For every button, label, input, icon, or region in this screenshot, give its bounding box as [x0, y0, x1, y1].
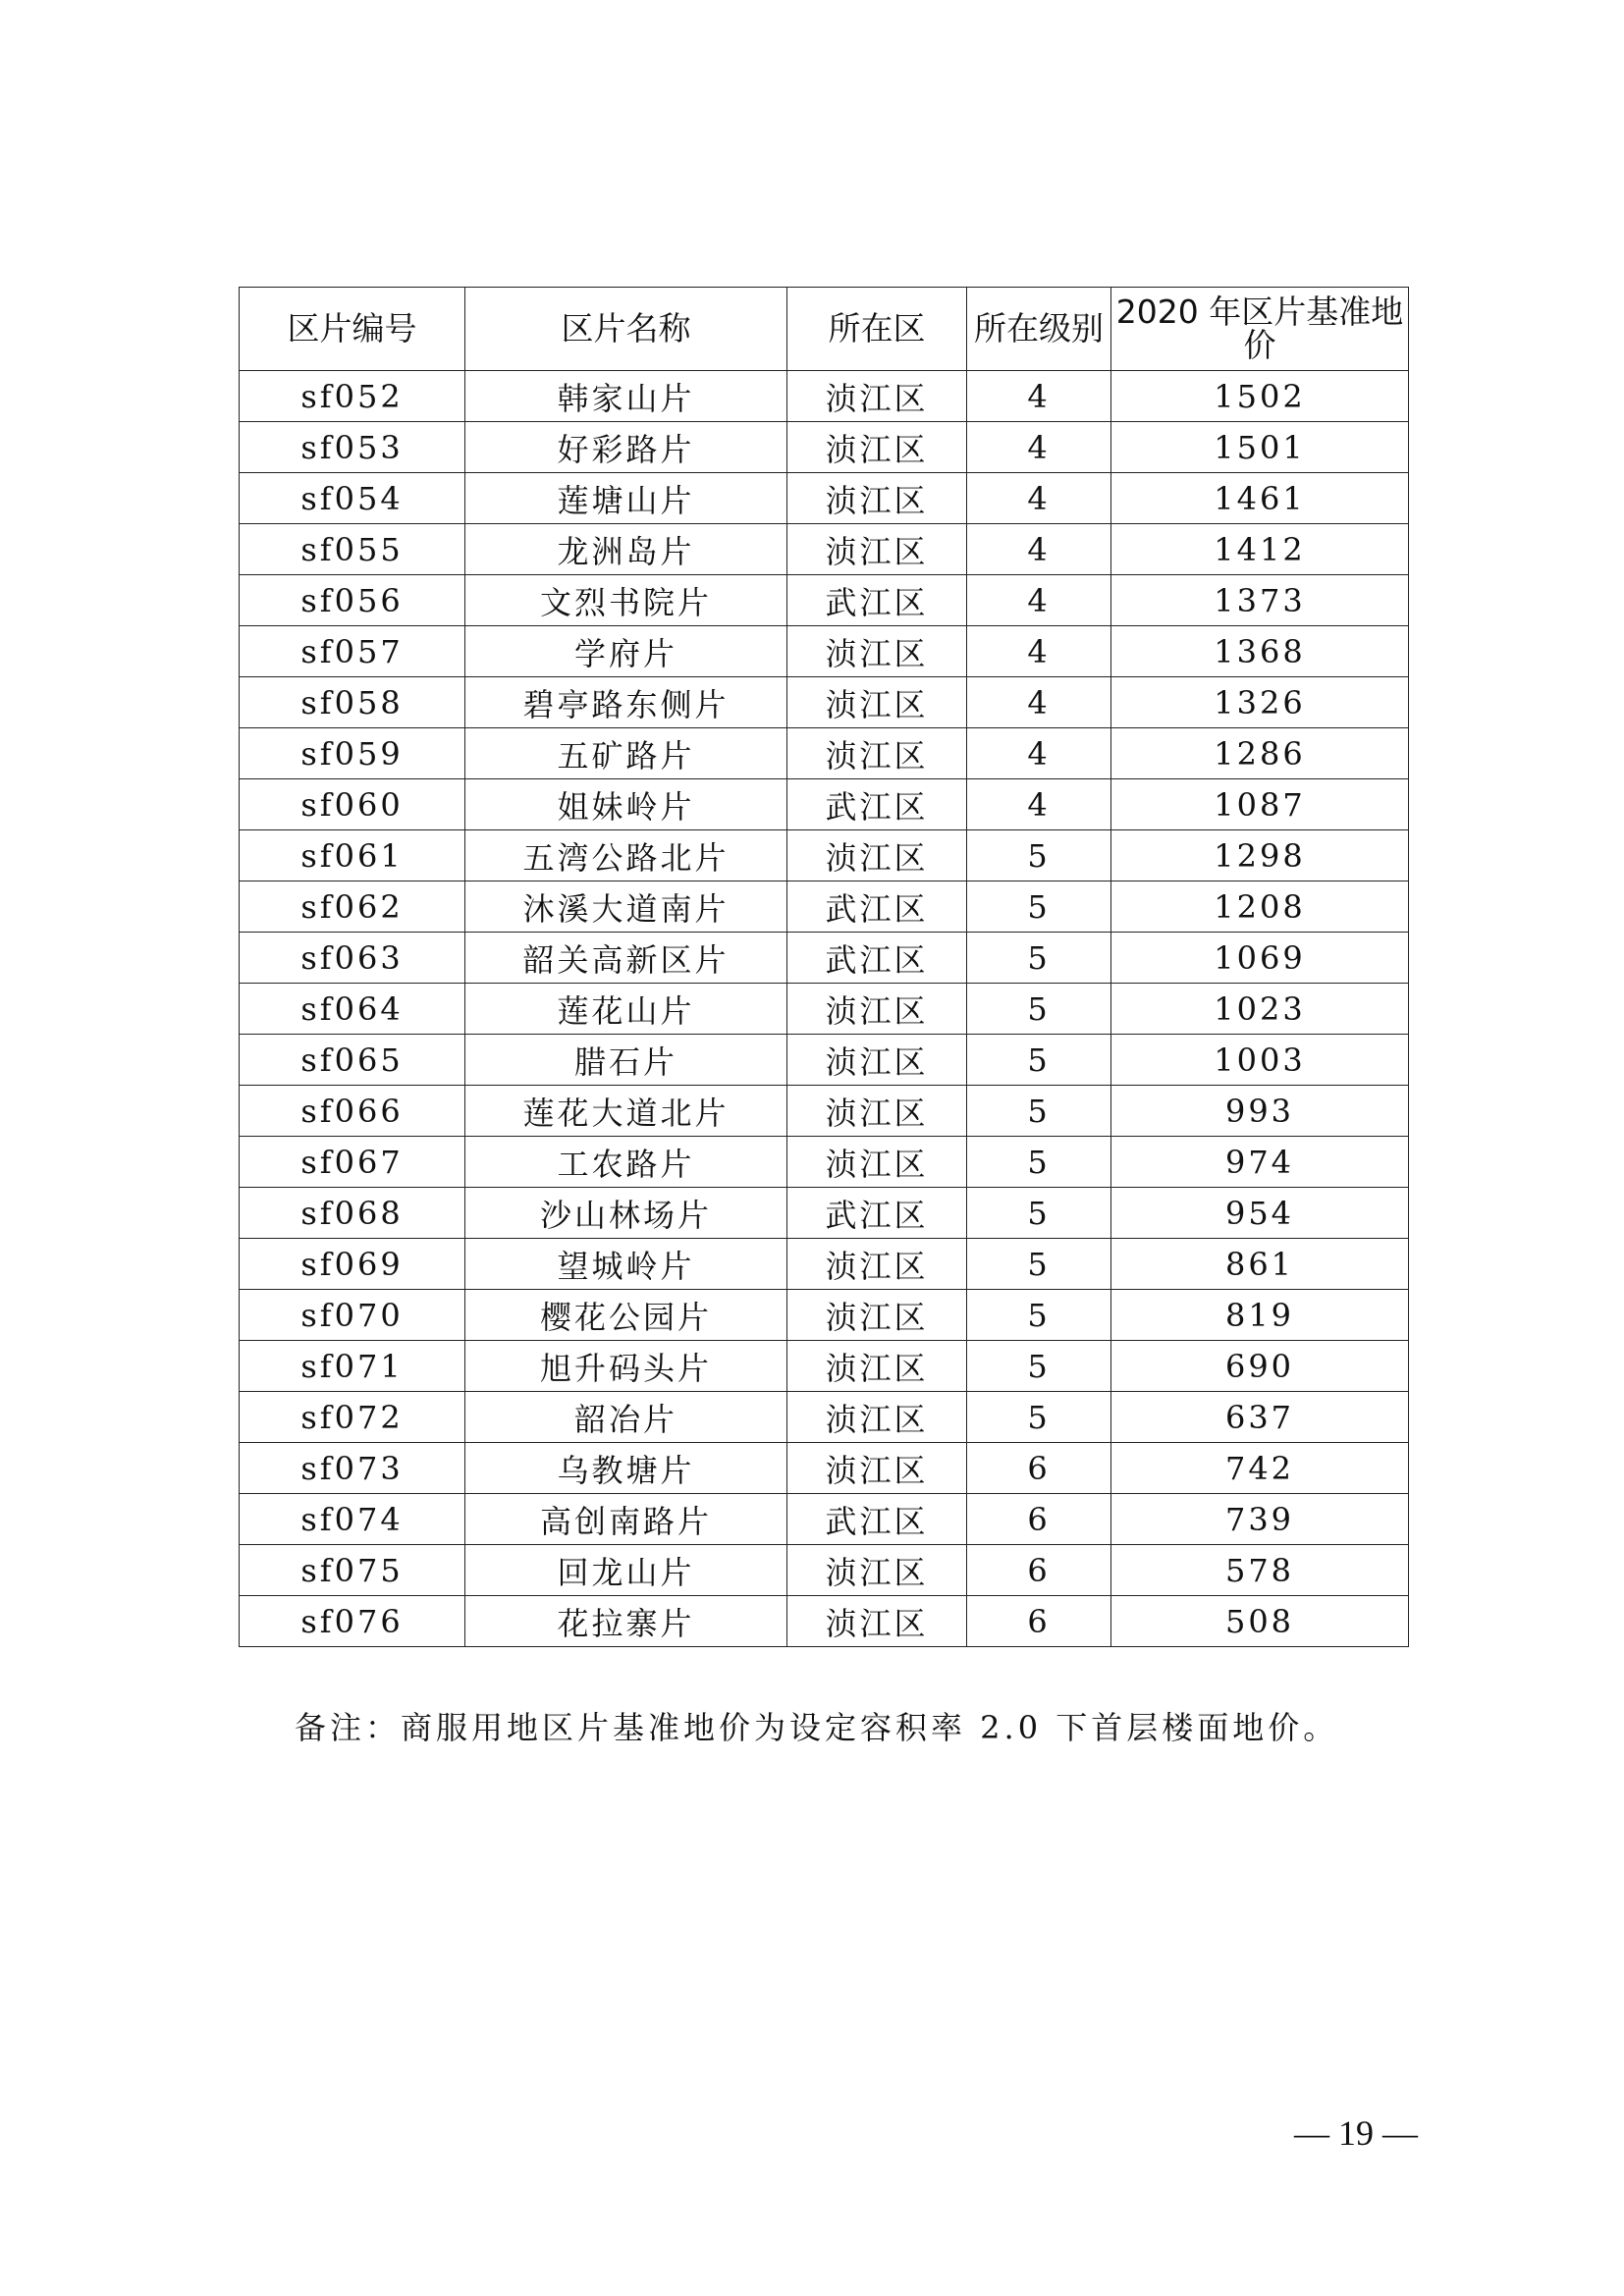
price-table-container: [239, 287, 1408, 1647]
table-body: [240, 371, 1409, 1647]
cell-district: 浈江区: [787, 1443, 967, 1494]
cell-zone-code: sf066: [240, 1086, 465, 1137]
cell-zone-name: 花拉寨片: [465, 1596, 787, 1647]
cell-district: 浈江区: [787, 728, 967, 779]
table-row: [240, 677, 1409, 728]
cell-district: 浈江区: [787, 1086, 967, 1137]
table-row: [240, 626, 1409, 677]
cell-zone-name: 五矿路片: [465, 728, 787, 779]
cell-base-price: 1501: [1111, 422, 1409, 473]
header-district: 所在区: [787, 288, 967, 371]
cell-level: 6: [967, 1443, 1111, 1494]
cell-district: 浈江区: [787, 473, 967, 524]
cell-zone-code: sf076: [240, 1596, 465, 1647]
cell-zone-code: sf073: [240, 1443, 465, 1494]
cell-zone-name: 旭升码头片: [465, 1341, 787, 1392]
cell-district: 浈江区: [787, 984, 967, 1035]
cell-base-price: 1286: [1111, 728, 1409, 779]
cell-zone-code: sf071: [240, 1341, 465, 1392]
cell-base-price: 739: [1111, 1494, 1409, 1545]
cell-level: 5: [967, 1035, 1111, 1086]
cell-zone-code: sf063: [240, 933, 465, 984]
cell-zone-name: 韩家山片: [465, 371, 787, 422]
cell-base-price: 1069: [1111, 933, 1409, 984]
cell-zone-code: sf072: [240, 1392, 465, 1443]
cell-level: 5: [967, 933, 1111, 984]
cell-base-price: 1326: [1111, 677, 1409, 728]
cell-level: 4: [967, 371, 1111, 422]
cell-base-price: 861: [1111, 1239, 1409, 1290]
table-row: [240, 881, 1409, 933]
cell-base-price: 993: [1111, 1086, 1409, 1137]
cell-base-price: 1208: [1111, 881, 1409, 933]
cell-district: 武江区: [787, 575, 967, 626]
cell-zone-code: sf053: [240, 422, 465, 473]
cell-zone-code: sf068: [240, 1188, 465, 1239]
cell-base-price: 1087: [1111, 779, 1409, 830]
cell-zone-name: 莲塘山片: [465, 473, 787, 524]
cell-district: 浈江区: [787, 1545, 967, 1596]
cell-zone-code: sf061: [240, 830, 465, 881]
table-row: [240, 1545, 1409, 1596]
cell-zone-name: 龙洲岛片: [465, 524, 787, 575]
cell-base-price: 1003: [1111, 1035, 1409, 1086]
table-row: [240, 1188, 1409, 1239]
cell-district: 浈江区: [787, 1392, 967, 1443]
cell-district: 浈江区: [787, 1239, 967, 1290]
cell-level: 5: [967, 1392, 1111, 1443]
cell-zone-code: sf058: [240, 677, 465, 728]
cell-district: 武江区: [787, 779, 967, 830]
cell-zone-name: 沐溪大道南片: [465, 881, 787, 933]
cell-base-price: 508: [1111, 1596, 1409, 1647]
table-row: [240, 1596, 1409, 1647]
cell-zone-name: 莲花山片: [465, 984, 787, 1035]
cell-level: 4: [967, 524, 1111, 575]
cell-level: 5: [967, 1290, 1111, 1341]
table-row: [240, 830, 1409, 881]
cell-base-price: 1023: [1111, 984, 1409, 1035]
cell-zone-code: sf064: [240, 984, 465, 1035]
cell-level: 5: [967, 881, 1111, 933]
cell-district: 浈江区: [787, 830, 967, 881]
cell-level: 6: [967, 1494, 1111, 1545]
cell-level: 5: [967, 984, 1111, 1035]
cell-zone-name: 姐妹岭片: [465, 779, 787, 830]
cell-level: 5: [967, 1137, 1111, 1188]
table-row: [240, 1137, 1409, 1188]
cell-zone-code: sf067: [240, 1137, 465, 1188]
cell-base-price: 1298: [1111, 830, 1409, 881]
cell-zone-name: 好彩路片: [465, 422, 787, 473]
table-row: [240, 371, 1409, 422]
cell-zone-name: 莲花大道北片: [465, 1086, 787, 1137]
cell-zone-code: sf054: [240, 473, 465, 524]
table-row: [240, 1239, 1409, 1290]
cell-zone-name: 腊石片: [465, 1035, 787, 1086]
table-row: [240, 728, 1409, 779]
table-row: [240, 984, 1409, 1035]
cell-level: 6: [967, 1545, 1111, 1596]
cell-level: 6: [967, 1596, 1111, 1647]
table-row: [240, 1290, 1409, 1341]
cell-level: 5: [967, 1341, 1111, 1392]
cell-district: 浈江区: [787, 677, 967, 728]
cell-zone-code: sf057: [240, 626, 465, 677]
cell-level: 4: [967, 422, 1111, 473]
cell-zone-name: 工农路片: [465, 1137, 787, 1188]
header-zone-code: 区片编号: [240, 288, 465, 371]
table-header-row: [240, 288, 1409, 371]
cell-zone-code: sf070: [240, 1290, 465, 1341]
cell-zone-name: 韶冶片: [465, 1392, 787, 1443]
table-row: [240, 933, 1409, 984]
cell-district: 浈江区: [787, 1137, 967, 1188]
cell-base-price: 954: [1111, 1188, 1409, 1239]
table-row: [240, 422, 1409, 473]
table-row: [240, 1443, 1409, 1494]
cell-base-price: 690: [1111, 1341, 1409, 1392]
table-row: [240, 1035, 1409, 1086]
page-number: — 19 —: [1294, 2113, 1418, 2153]
cell-zone-name: 文烈书院片: [465, 575, 787, 626]
cell-zone-name: 学府片: [465, 626, 787, 677]
cell-district: 武江区: [787, 933, 967, 984]
cell-zone-code: sf074: [240, 1494, 465, 1545]
cell-zone-name: 望城岭片: [465, 1239, 787, 1290]
land-price-table: [239, 287, 1409, 1647]
cell-base-price: 578: [1111, 1545, 1409, 1596]
table-row: [240, 524, 1409, 575]
table-row: [240, 1341, 1409, 1392]
cell-district: 浈江区: [787, 1596, 967, 1647]
cell-zone-name: 沙山林场片: [465, 1188, 787, 1239]
cell-base-price: 1412: [1111, 524, 1409, 575]
table-row: [240, 779, 1409, 830]
cell-zone-code: sf075: [240, 1545, 465, 1596]
cell-zone-code: sf055: [240, 524, 465, 575]
table-row: [240, 1392, 1409, 1443]
cell-zone-code: sf060: [240, 779, 465, 830]
cell-district: 武江区: [787, 881, 967, 933]
header-base-price: 2020 年区片基准地价: [1111, 288, 1409, 371]
cell-district: 浈江区: [787, 371, 967, 422]
cell-zone-code: sf059: [240, 728, 465, 779]
cell-district: 浈江区: [787, 524, 967, 575]
cell-zone-code: sf065: [240, 1035, 465, 1086]
cell-district: 浈江区: [787, 1341, 967, 1392]
cell-base-price: 1373: [1111, 575, 1409, 626]
cell-level: 5: [967, 1086, 1111, 1137]
header-zone-name: 区片名称: [465, 288, 787, 371]
cell-level: 5: [967, 1188, 1111, 1239]
cell-base-price: 819: [1111, 1290, 1409, 1341]
cell-zone-code: sf062: [240, 881, 465, 933]
cell-base-price: 1368: [1111, 626, 1409, 677]
cell-zone-name: 樱花公园片: [465, 1290, 787, 1341]
cell-zone-name: 五湾公路北片: [465, 830, 787, 881]
cell-level: 5: [967, 1239, 1111, 1290]
footnote: 备注：商服用地区片基准地价为设定容积率 2.0 下首层楼面地价。: [295, 1709, 1339, 1746]
cell-zone-name: 碧亭路东侧片: [465, 677, 787, 728]
table-row: [240, 473, 1409, 524]
cell-level: 4: [967, 728, 1111, 779]
table-row: [240, 575, 1409, 626]
cell-zone-name: 回龙山片: [465, 1545, 787, 1596]
cell-level: 4: [967, 677, 1111, 728]
cell-level: 4: [967, 779, 1111, 830]
header-level: 所在级别: [967, 288, 1111, 371]
cell-district: 武江区: [787, 1494, 967, 1545]
cell-level: 4: [967, 575, 1111, 626]
cell-level: 4: [967, 473, 1111, 524]
cell-district: 浈江区: [787, 1290, 967, 1341]
cell-base-price: 1461: [1111, 473, 1409, 524]
cell-base-price: 742: [1111, 1443, 1409, 1494]
table-row: [240, 1494, 1409, 1545]
cell-level: 5: [967, 830, 1111, 881]
table-row: [240, 1086, 1409, 1137]
cell-zone-name: 韶关高新区片: [465, 933, 787, 984]
cell-base-price: 974: [1111, 1137, 1409, 1188]
cell-base-price: 637: [1111, 1392, 1409, 1443]
cell-zone-code: sf069: [240, 1239, 465, 1290]
cell-district: 浈江区: [787, 422, 967, 473]
cell-district: 武江区: [787, 1188, 967, 1239]
cell-zone-code: sf056: [240, 575, 465, 626]
cell-district: 浈江区: [787, 626, 967, 677]
cell-zone-name: 高创南路片: [465, 1494, 787, 1545]
cell-level: 4: [967, 626, 1111, 677]
cell-zone-code: sf052: [240, 371, 465, 422]
cell-base-price: 1502: [1111, 371, 1409, 422]
cell-zone-name: 乌教塘片: [465, 1443, 787, 1494]
cell-district: 浈江区: [787, 1035, 967, 1086]
